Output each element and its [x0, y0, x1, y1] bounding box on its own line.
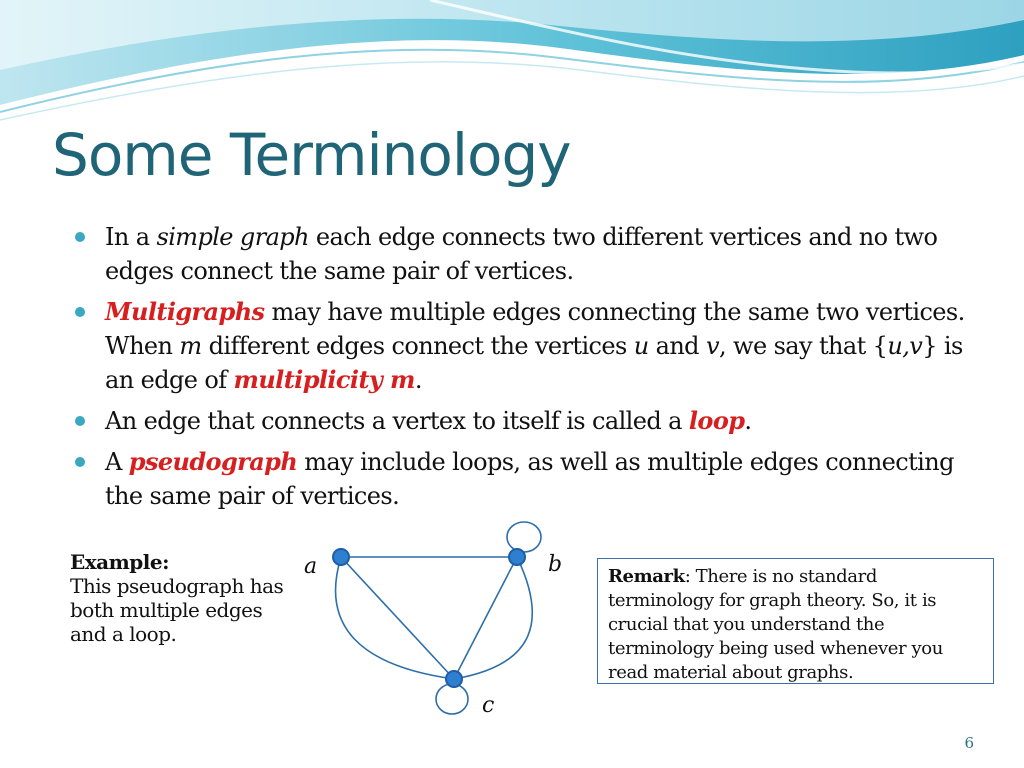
bullet-pseudograph	[72, 445, 972, 513]
bullet-text: A	[105, 448, 129, 476]
remark-box	[597, 558, 994, 684]
bullet-dot-icon	[75, 232, 85, 242]
bullet-dot-icon	[75, 416, 85, 426]
header-wave-banner	[0, 0, 1024, 130]
term-multigraphs: Multigraphs	[105, 297, 265, 326]
term-loop: loop	[688, 406, 745, 435]
bullet-text: may have multiple edges connecting the same two vertices. When	[105, 298, 965, 360]
var-uv: u,v	[887, 332, 923, 360]
bullet-text: , we say that {	[718, 332, 888, 360]
var-m: m	[179, 332, 202, 360]
bullet-text: different edges connect the vertices	[201, 332, 634, 360]
bullet-text: .	[414, 366, 422, 394]
loop-c	[436, 684, 468, 714]
vertex-a	[333, 549, 349, 565]
vertex-label-c: c	[482, 693, 495, 718]
term-multiplicity: multiplicity m	[233, 365, 415, 394]
example-text: This pseudograph has both multiple edges and a loop.	[70, 574, 284, 646]
bullet-dot-icon	[75, 307, 85, 317]
bullet-list	[72, 220, 972, 520]
bullet-simple-graph	[72, 220, 972, 288]
bullet-text: may include loops, as well as multiple edges connecting the same pair of vertices.	[105, 448, 954, 510]
bullet-text: } is an edge of	[105, 332, 963, 394]
pseudograph-diagram	[290, 516, 590, 726]
vertex-label-a: a	[304, 554, 318, 579]
vertex-c	[446, 671, 462, 687]
vertex-label-b: b	[548, 552, 563, 577]
bullet-dot-icon	[75, 457, 85, 467]
edge-b-c-curved	[454, 557, 532, 679]
remark-label: Remark	[608, 566, 685, 587]
bullet-multigraphs	[72, 295, 972, 397]
example-heading: Example:	[70, 550, 169, 574]
remark-text: : There is no standard terminology for graph theory. So, it is crucial that you understand the terminology being used whenever you read material about graphs.	[608, 566, 943, 683]
vertex-b	[509, 549, 525, 565]
loop-b	[507, 522, 541, 552]
term-simple-graph: simple graph	[156, 223, 309, 251]
var-v: v	[705, 332, 719, 360]
bullet-text: An edge that connects a vertex to itself is called a	[105, 407, 689, 435]
var-u: u	[633, 332, 649, 360]
bullet-text: In a	[105, 223, 157, 251]
edge-a-c-straight	[341, 557, 454, 679]
slide-number: 6	[964, 734, 974, 752]
bullet-loop	[72, 404, 972, 438]
bullet-text: and	[648, 332, 706, 360]
bullet-text: each edge connects two different vertices and no two edges connect the same pair of vertices.	[105, 223, 938, 285]
bullet-text: .	[744, 407, 752, 435]
slide-title: Some Terminology	[52, 121, 571, 189]
example-block	[70, 550, 290, 646]
term-pseudograph: pseudograph	[128, 447, 298, 476]
